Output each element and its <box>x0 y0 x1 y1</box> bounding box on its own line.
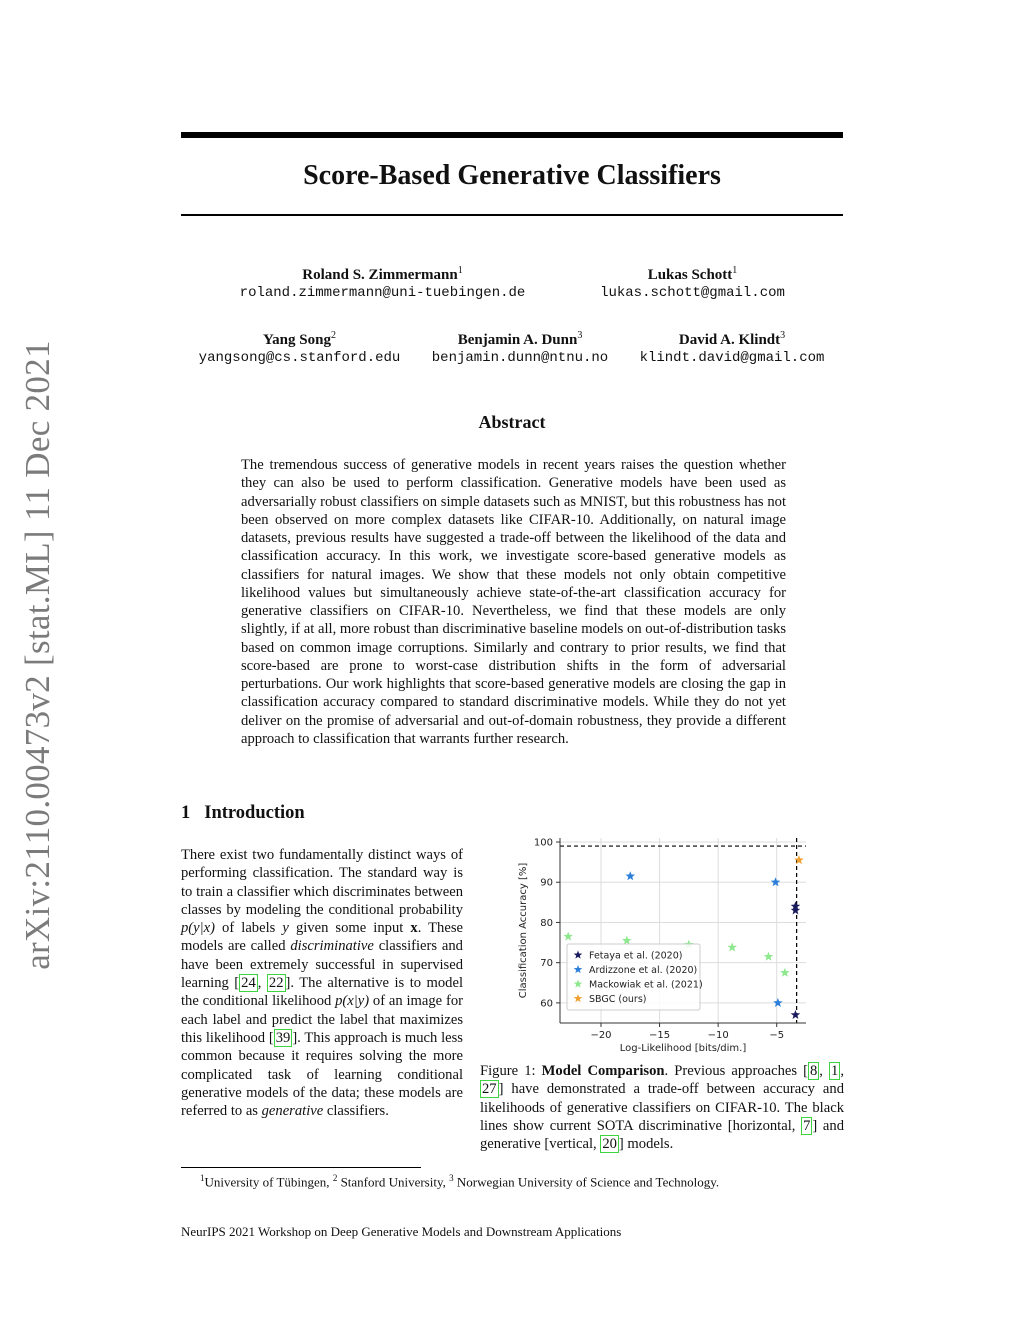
author-block <box>215 262 550 302</box>
data-point-star <box>563 932 573 941</box>
legend-label: SBGC (ours) <box>589 994 647 1005</box>
section-heading <box>181 803 305 824</box>
section-title: Introduction <box>204 803 305 823</box>
citation-link[interactable]: 7 <box>803 1117 811 1134</box>
author-email[interactable]: yangsong@cs.stanford.edu <box>198 350 401 366</box>
section-number: 1 <box>181 803 191 823</box>
legend-label: Fetaya et al. (2020) <box>589 950 683 962</box>
citation-link[interactable]: 24 <box>241 975 256 992</box>
y-tick-label: 100 <box>533 837 553 849</box>
author-block <box>626 327 838 367</box>
data-point-star <box>622 936 632 945</box>
y-tick-label: 80 <box>540 917 553 929</box>
data-point-star <box>626 871 636 880</box>
data-point-star <box>727 942 737 951</box>
citation-link[interactable]: 39 <box>275 1029 291 1046</box>
author-block <box>420 327 620 367</box>
data-point-star <box>794 855 804 864</box>
data-point-star <box>791 905 801 914</box>
y-tick-label: 90 <box>540 877 553 889</box>
x-tick-label: −10 <box>707 1030 729 1041</box>
author-block <box>580 262 805 302</box>
data-point-star <box>764 952 774 961</box>
data-point-star <box>791 1010 801 1019</box>
x-axis-label: Log-Likelihood [bits/dim.] <box>619 1043 747 1054</box>
author-name: Yang Song$^2$ <box>263 330 336 348</box>
abstract-heading: Abstract <box>478 412 546 432</box>
citation-link[interactable]: 1 <box>831 1063 839 1079</box>
author-email[interactable]: roland.zimmermann@uni-tuebingen.de <box>239 285 526 301</box>
model-comparison-chart <box>500 828 830 1058</box>
chart-legend <box>567 944 703 1010</box>
author-email[interactable]: lukas.schott@gmail.com <box>600 285 785 301</box>
author-block <box>183 327 416 367</box>
arxiv-identifier: arXiv:2110.00473v2 [stat.ML] 11 Dec 2021 <box>18 340 57 970</box>
author-name: Lukas Schott$^1$ <box>647 265 738 283</box>
figure-caption: Figure 1: Model Comparison. Previous approaches [ 8 , 1 , 27 ] have demonstrated a trade-off between accuracy and likelihoods of generative classifiers on CIFAR-10. The black lines show current SOTA discriminative [horizontal, 7 ] and generative [vertical, 20 ] models. <box>480 1063 844 1153</box>
title-rule <box>181 214 843 216</box>
venue-footer: NeurIPS 2021 Workshop on Deep Generative Models and Downstream Applications <box>181 1224 622 1239</box>
author-name: Roland S. Zimmermann$^1$ <box>302 265 463 283</box>
author-email[interactable]: klindt.david@gmail.com <box>639 350 825 366</box>
intro-paragraph: There exist two fundamentally distinct ways of performing classification. The standard way is to train a classifier which discriminates between classes by modeling the conditional probability p(y|x) of labels y given some input x. These models are called discriminative classifiers and have been extremely successful in supervised learning [ 24 , 22 ]. The alternative is to model the conditional likelihood p(x|y) of an image for each label and predict the label that maximizes this likelihood [ 39 ]. This approach is much less common because it requires solving the more complicated task of learning conditional generative models of the data; these models are referred to as generative classifiers. <box>181 847 464 1120</box>
citation-link[interactable]: 27 <box>482 1081 497 1098</box>
author-email[interactable]: benjamin.dunn@ntnu.no <box>431 350 609 366</box>
affiliations-footnote: $^1$University of Tübingen, $^2$ Stanford University, $^3$ Norwegian University of Science and Technology. <box>200 1173 720 1190</box>
author-name: David A. Klindt$^3$ <box>678 330 786 348</box>
x-tick-label: −15 <box>649 1030 671 1041</box>
citation-link[interactable]: 8 <box>810 1063 818 1079</box>
author-name: Benjamin A. Dunn$^3$ <box>457 330 583 348</box>
y-tick-label: 70 <box>540 958 553 970</box>
data-point-star <box>773 998 783 1007</box>
x-tick-label: −20 <box>590 1030 612 1041</box>
y-axis-label: Classification Accuracy [%] <box>518 862 529 999</box>
paper-title: Score-Based Generative Classifiers <box>303 160 721 191</box>
footnote-rule <box>181 1167 421 1168</box>
top-rule <box>181 132 843 138</box>
legend-label: Ardizzone et al. (2020) <box>589 965 698 976</box>
x-tick-label: −5 <box>769 1030 785 1041</box>
abstract-text: The tremendous success of generative models in recent years raises the question whether they can also be used to perform classification. Generative models have been used as adversarially robust classifiers on simple datasets such as MNIST, but this robustness has not been observed on more complex datasets like CIFAR-10. Additionally, on natural image datasets, previous results have suggested a trade-off between the likelihood of the data and classification accuracy. In this work, we investigate score-based generative models as classifiers for natural images. We show that these models not only obtain competitive likelihood values but simultaneously achieve state-of-the-art classification accuracy for generative classifiers on CIFAR-10. Nevertheless, we find that these models are only slightly, if at all, more robust than discriminative baseline models on out-of-distribution tasks based on common image corruptions. Similarly and contrary to prior results, we find that score-based are prone to worst-case distribution shifts in the form of adversarial perturbations. Our work highlights that score-based generative models are closing the gap in classification accuracy compared to standard discriminative models. While they do not yet deliver on the promise of adversarial and out-of-domain robustness, they provide a different approach to classification that warrants further research. <box>241 457 786 747</box>
data-point-star <box>780 968 790 977</box>
y-tick-label: 60 <box>540 998 553 1010</box>
data-point-star <box>771 877 781 886</box>
citation-link[interactable]: 20 <box>602 1136 617 1153</box>
citation-link[interactable]: 22 <box>268 975 284 992</box>
legend-label: Mackowiak et al. (2021) <box>589 979 703 991</box>
